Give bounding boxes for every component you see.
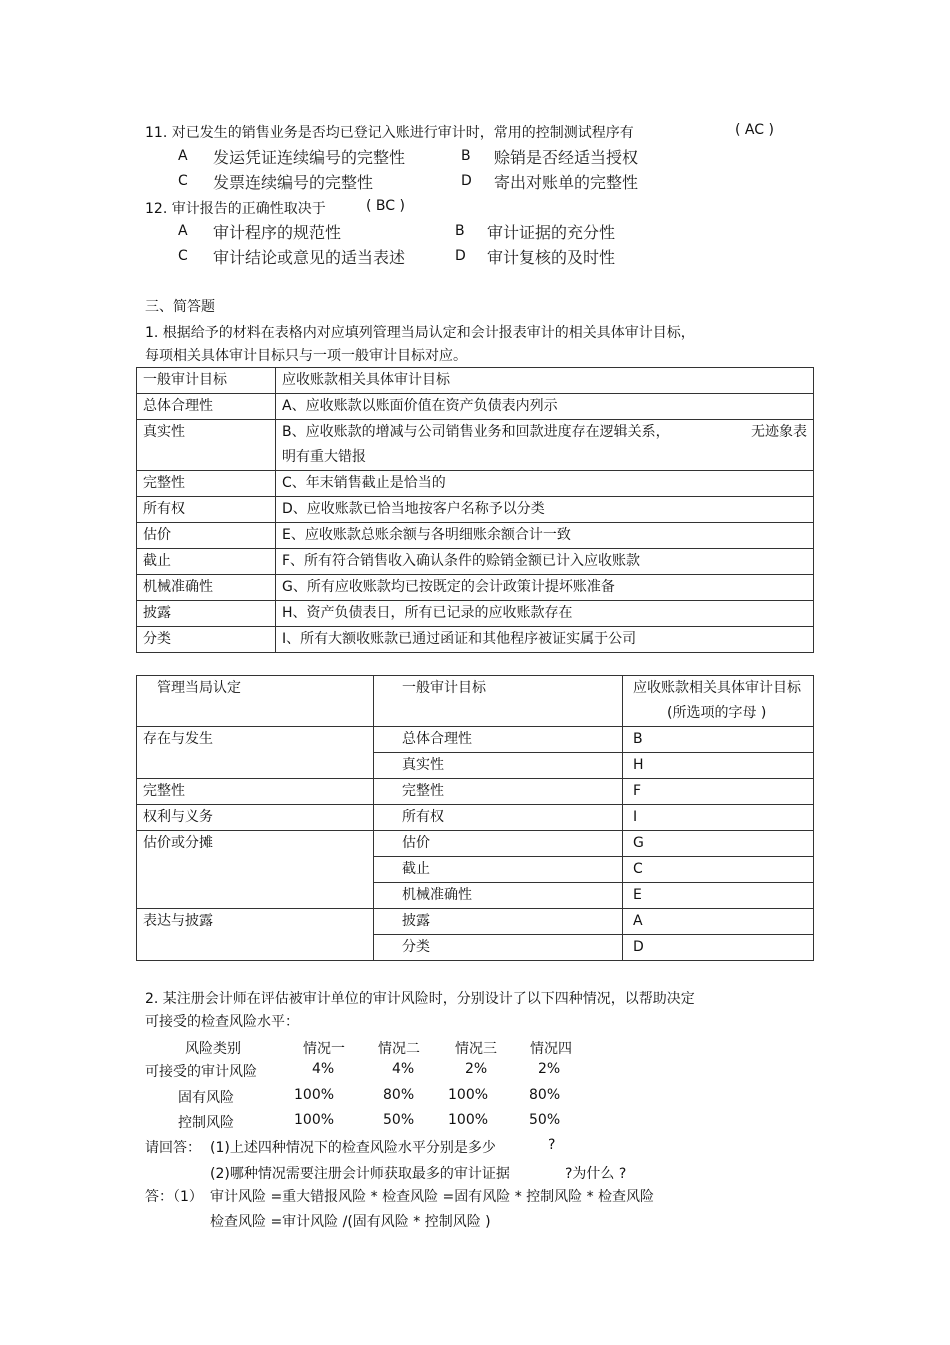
table-cell: 披露 [374, 909, 623, 935]
q11-option-letter-c: C [178, 173, 188, 189]
table-cell: 所有权 [374, 805, 623, 831]
table-cell: 完整性 [374, 779, 623, 805]
answer-line1: 审计风险 =重大错报风险 * 检查风险 =固有风险 * 控制风险 * 检查风险 [210, 1189, 655, 1205]
table-cell: 真实性 [137, 420, 276, 471]
table-cell: 总体合理性 [374, 727, 623, 753]
risk-value: 4% [312, 1061, 335, 1077]
table-cell-text: B、应收账款的增减与公司销售业务和回款进度存在逻辑关系， [282, 424, 670, 440]
q11-option-letter-d: D [461, 173, 472, 189]
table-cell: 完整性 [137, 471, 276, 497]
risk-value: 100% [294, 1087, 335, 1103]
risk-header-case3: 情况三 [455, 1041, 497, 1057]
q2-line1: 2. 某注册会计师在评估被审计单位的审计风险时，分别设计了以下四种情况，以帮助决定 [145, 991, 695, 1007]
q12-option-letter-c: C [178, 248, 188, 264]
table-header-cell [623, 676, 814, 727]
table-row [137, 523, 814, 549]
risk-value: 80% [529, 1087, 561, 1103]
table-cell: 机械准确性 [374, 883, 623, 909]
assertion-cell: 完整性 [137, 779, 374, 805]
table-cell: C、年末销售截止是恰当的 [276, 471, 814, 497]
table-row [137, 471, 814, 497]
risk-value: 80% [383, 1087, 415, 1103]
q11-option-letter-a: A [178, 148, 188, 164]
table-row [137, 601, 814, 627]
table-cell: G、所有应收账款均已按既定的会计政策计提坏账准备 [276, 575, 814, 601]
table-cell: 披露 [137, 601, 276, 627]
risk-header-case4: 情况四 [530, 1041, 572, 1057]
risk-value: 100% [448, 1112, 489, 1128]
table-cell: F [623, 779, 814, 805]
q1-instruction-line2: 每项相关具体审计目标只与一项一般审计目标对应。 [145, 348, 467, 364]
table-cell: G [623, 831, 814, 857]
risk-row-label: 控制风险 [178, 1115, 234, 1131]
risk-value: 50% [529, 1112, 561, 1128]
q12-option-a: 审计程序的规范性 [213, 223, 342, 242]
q12-option-letter-a: A [178, 223, 188, 239]
table-row [137, 831, 814, 857]
answer-label: 答：（1） [145, 1189, 203, 1205]
q12-option-b: 审计证据的充分性 [487, 223, 616, 242]
section-heading: 三、简答题 [145, 299, 215, 315]
risk-value: 100% [294, 1112, 335, 1128]
table-row [137, 779, 814, 805]
table-cell: A、应收账款以账面价值在资产负债表内列示 [276, 394, 814, 420]
assertions-table [136, 675, 814, 961]
table-cell: 截止 [137, 549, 276, 575]
table-cell: H、资产负债表日，所有已记录的应收账款存在 [276, 601, 814, 627]
risk-row-label: 可接受的审计风险 [145, 1064, 257, 1080]
risk-header-category: 风险类别 [185, 1041, 241, 1057]
q11-answer: ( AC ) [735, 122, 774, 138]
answer-line2: 检查风险 =审计风险 /(固有风险 * 控制风险 ) [210, 1214, 491, 1230]
risk-value: 4% [392, 1061, 415, 1077]
objectives-table [136, 367, 814, 653]
table-row [137, 575, 814, 601]
table-cell: 分类 [137, 627, 276, 653]
table-row [137, 497, 814, 523]
table-cell: 估价 [137, 523, 276, 549]
table-header-cell: 一般审计目标 [374, 676, 623, 727]
table-cell: E [623, 883, 814, 909]
table-header-cell: 应收账款相关具体审计目标 [276, 368, 814, 394]
risk-header-case1: 情况一 [303, 1041, 345, 1057]
q2-line2: 可接受的检查风险水平： [145, 1014, 299, 1030]
table-row [137, 627, 814, 653]
table-header-row [137, 676, 814, 727]
ask-2: (2)哪种情况需要注册会计师获取最多的审计证据 [210, 1166, 510, 1182]
assertion-cell: 估价或分摊 [137, 831, 374, 909]
table-cell: I、所有大额收账款已通过函证和其他程序被证实属于公司 [276, 627, 814, 653]
table-row [137, 549, 814, 575]
q12-option-c: 审计结论或意见的适当表述 [213, 248, 406, 267]
table-cell: I [623, 805, 814, 831]
table-header-cell: 管理当局认定 [137, 676, 374, 727]
table-header-row [137, 368, 814, 394]
table-cell: D [623, 935, 814, 961]
table-cell: 所有权 [137, 497, 276, 523]
table-cell: D、应收账款已恰当地按客户名称予以分类 [276, 497, 814, 523]
table-cell: H [623, 753, 814, 779]
table-cell-text-continued: 明有重大错报 [282, 449, 366, 465]
table-row [137, 420, 814, 471]
q12-answer: ( BC ) [366, 198, 405, 214]
table-cell-text-tail: 无迹象表 [751, 424, 807, 440]
risk-value: 50% [383, 1112, 415, 1128]
table-cell: B [623, 727, 814, 753]
q11-option-d: 寄出对账单的完整性 [494, 173, 639, 192]
assertion-cell: 权利与义务 [137, 805, 374, 831]
table-row [137, 727, 814, 753]
q11-option-b: 赊销是否经适当授权 [494, 148, 639, 167]
ask-1: (1)上述四种情况下的检查风险水平分别是多少 [210, 1140, 496, 1156]
q12-option-letter-d: D [455, 248, 466, 264]
assertion-cell: 表达与披露 [137, 909, 374, 961]
table-row [137, 394, 814, 420]
table-header-text: 应收账款相关具体审计目标 [633, 680, 801, 696]
risk-value: 100% [448, 1087, 489, 1103]
q1-instruction-line1: 1. 根据给予的材料在表格内对应填列管理当局认定和会计报表审计的相关具体审计目标， [145, 325, 695, 341]
q12-option-d: 审计复核的及时性 [487, 248, 616, 267]
table-cell: C [623, 857, 814, 883]
risk-value: 2% [465, 1061, 488, 1077]
q11-option-letter-b: B [461, 148, 471, 164]
q11-option-a: 发运凭证连续编号的完整性 [213, 148, 406, 167]
q11-option-c: 发票连续编号的完整性 [213, 173, 374, 192]
ask-label: 请回答： [145, 1140, 201, 1156]
ask-1-mark: ? [548, 1137, 556, 1153]
table-cell: 估价 [374, 831, 623, 857]
risk-row-label: 固有风险 [178, 1090, 234, 1106]
q12-stem: 12. 审计报告的正确性取决于 [145, 201, 326, 217]
table-cell [276, 420, 814, 471]
table-cell: F、所有符合销售收入确认条件的赊销金额已计入应收账款 [276, 549, 814, 575]
risk-header-case2: 情况二 [378, 1041, 420, 1057]
table-header-cell: 一般审计目标 [137, 368, 276, 394]
table-cell: A [623, 909, 814, 935]
table-row [137, 909, 814, 935]
table-cell: 分类 [374, 935, 623, 961]
table-cell: E、应收账款总账余额与各明细账余额合计一致 [276, 523, 814, 549]
table-cell: 总体合理性 [137, 394, 276, 420]
ask-2-mark: ?为什么 ? [565, 1166, 627, 1182]
table-cell: 真实性 [374, 753, 623, 779]
q12-option-letter-b: B [455, 223, 465, 239]
table-cell: 机械准确性 [137, 575, 276, 601]
risk-value: 2% [538, 1061, 561, 1077]
q11-stem: 11. 对已发生的销售业务是否均已登记入账进行审计时，常用的控制测试程序有 [145, 125, 634, 141]
table-row [137, 805, 814, 831]
table-cell: 截止 [374, 857, 623, 883]
assertion-cell: 存在与发生 [137, 727, 374, 779]
table-header-subtext: (所选项的字母 ) [667, 705, 767, 721]
